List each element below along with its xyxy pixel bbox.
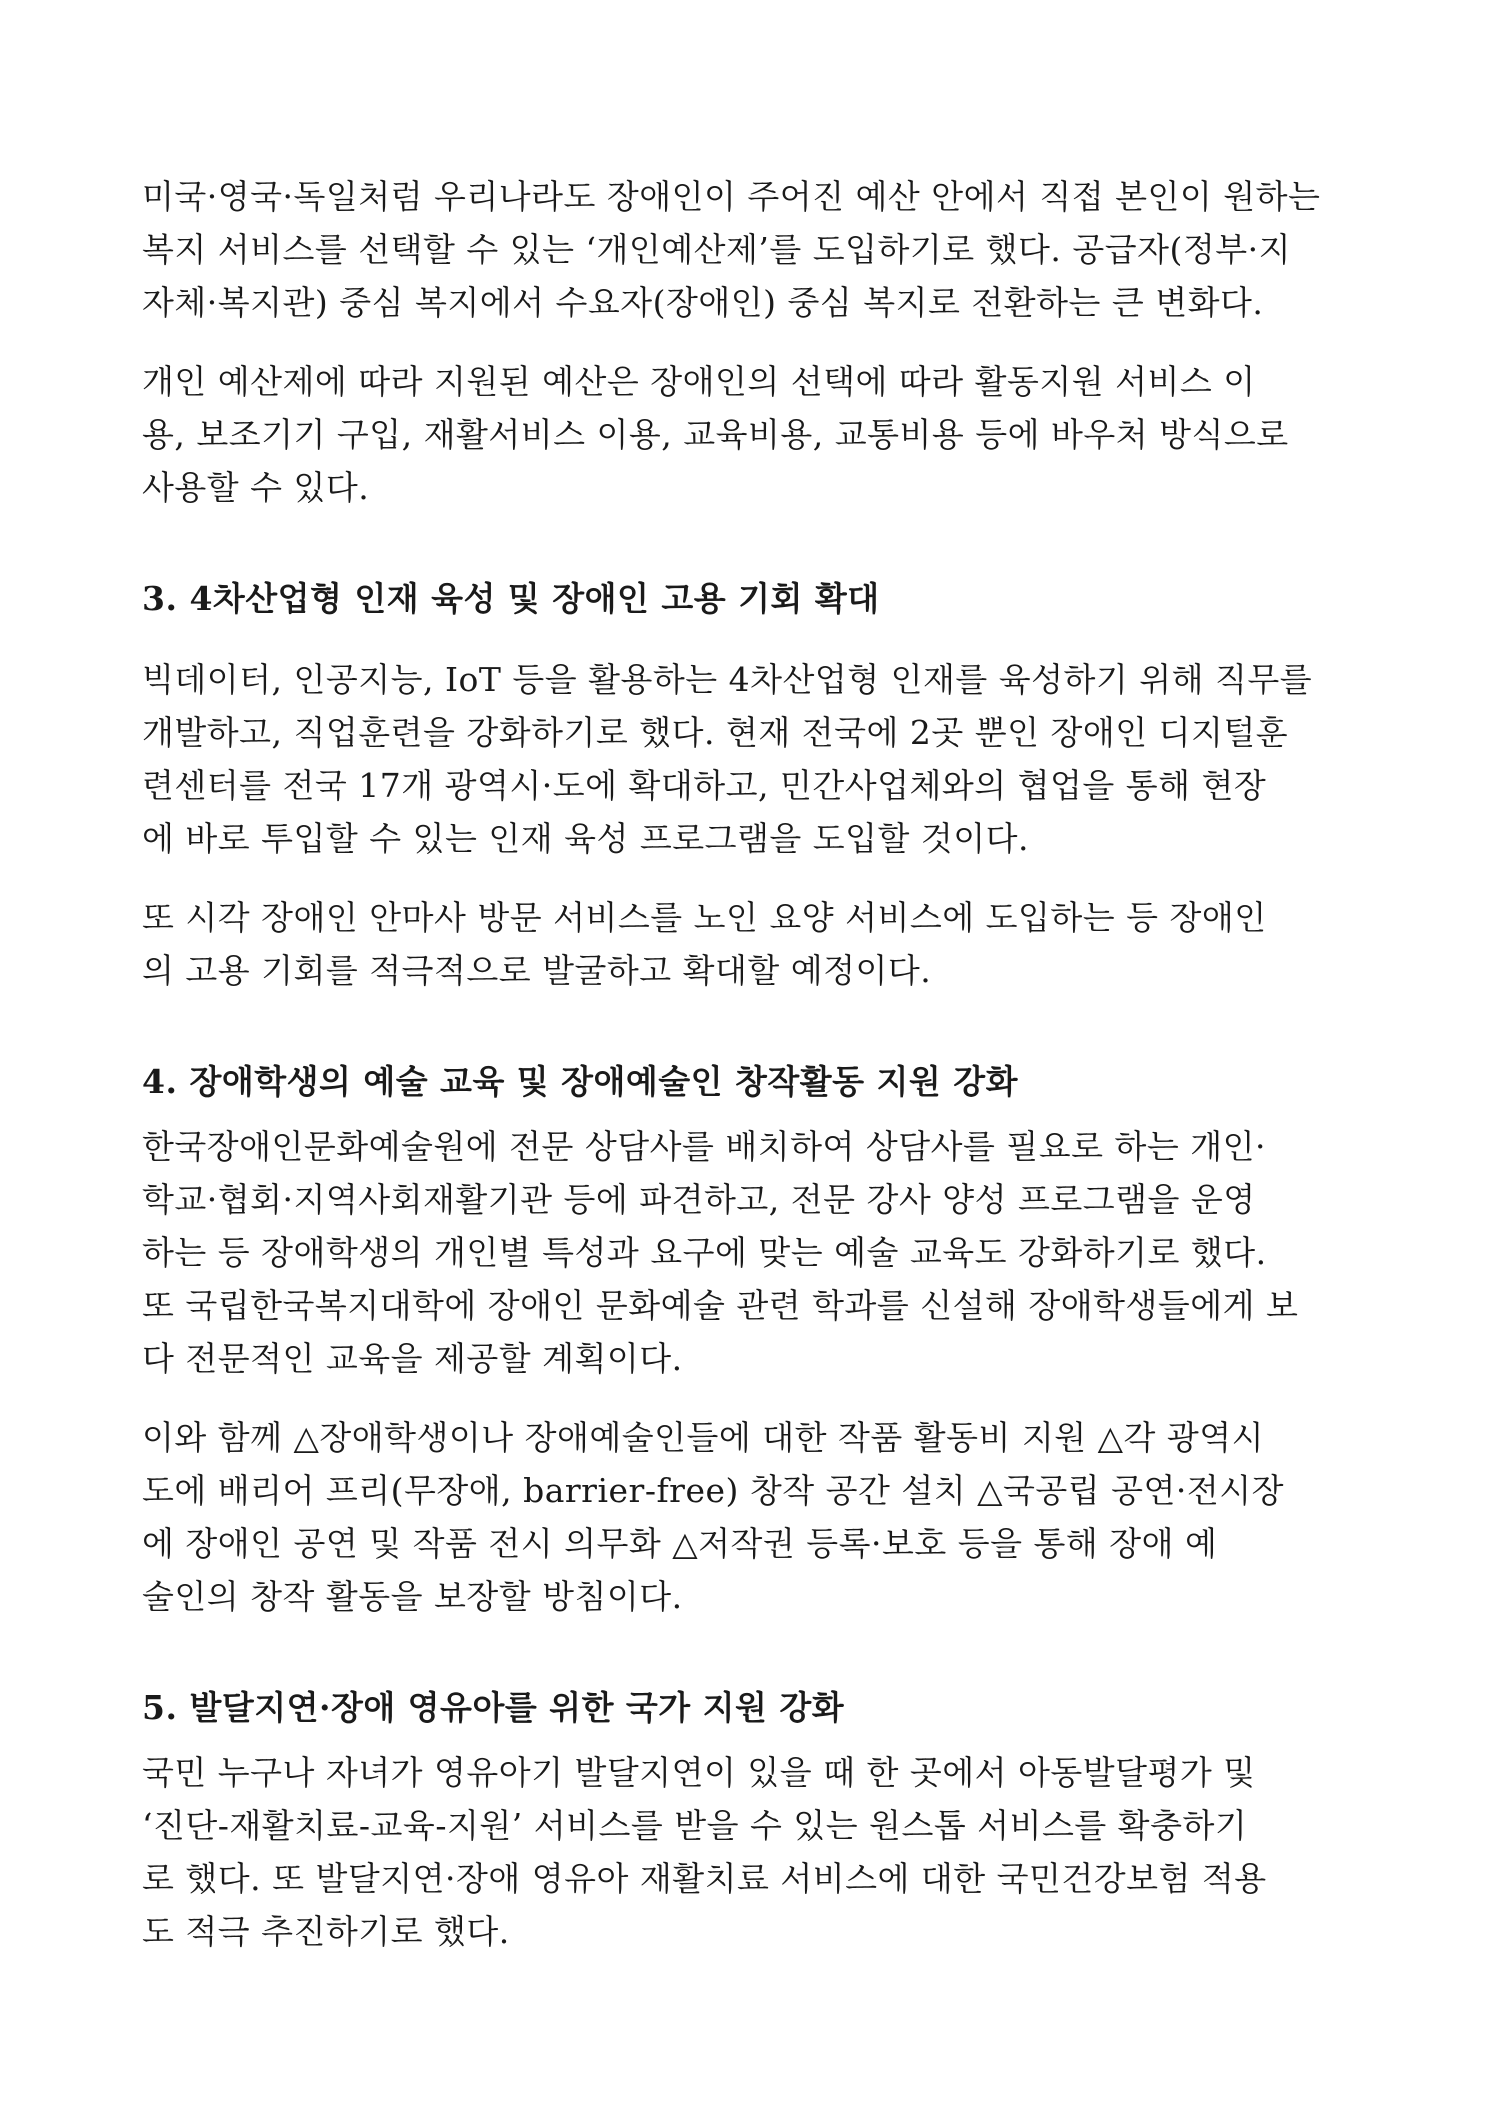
text-line: 다 전문적인 교육을 제공할 계획이다. — [142, 1339, 683, 1378]
text-line: ‘진단-재활치료-교육-지원’ 서비스를 받을 수 있는 원스톱 서비스를 확충하기 — [142, 1806, 1248, 1845]
text-line: 에 장애인 공연 및 작품 전시 의무화 △저작권 등록·보호 등을 통해 장애 예 — [142, 1524, 1218, 1563]
text-line: 또 시각 장애인 안마사 방문 서비스를 노인 요양 서비스에 도입하는 등 장애인 — [142, 898, 1267, 937]
paragraph-early-childhood — [142, 1746, 1357, 1958]
paragraph-employment-opportunity — [142, 891, 1357, 997]
section-heading-4: 4. 장애학생의 예술 교육 및 장애예술인 창작활동 지원 강화 — [142, 1062, 1019, 1101]
text-line: 한국장애인문화예술원에 전문 상담사를 배치하여 상담사를 필요로 하는 개인· — [142, 1127, 1267, 1166]
text-line: 련센터를 전국 17개 광역시·도에 확대하고, 민간사업체와의 협업을 통해 현장 — [142, 766, 1267, 805]
text-line: 학교·협회·지역사회재활기관 등에 파견하고, 전문 강사 양성 프로그램을 운영 — [142, 1180, 1256, 1219]
text-line: 의 고용 기회를 적극적으로 발굴하고 확대할 예정이다. — [142, 951, 932, 990]
paragraph-arts-education — [142, 1120, 1357, 1385]
paragraph-artist-support — [142, 1411, 1357, 1623]
text-line: 사용할 수 있다. — [142, 468, 370, 507]
text-line: 로 했다. 또 발달지연·장애 영유아 재활치료 서비스에 대한 국민건강보험 적용 — [142, 1859, 1267, 1898]
text-line: 미국·영국·독일처럼 우리나라도 장애인이 주어진 예산 안에서 직접 본인이 원하는 — [142, 177, 1321, 216]
text-line: 빅데이터, 인공지능, IoT 등을 활용하는 4차산업형 인재를 육성하기 위해 직무를 — [142, 660, 1313, 699]
paragraph-personal-budget-usage — [142, 355, 1357, 514]
text-line: 자체·복지관) 중심 복지에서 수요자(장애인) 중심 복지로 전환하는 큰 변화다. — [142, 283, 1264, 322]
text-line: 또 국립한국복지대학에 장애인 문화예술 관련 학과를 신설해 장애학생들에게 보 — [142, 1286, 1299, 1325]
section-heading-5: 5. 발달지연·장애 영유아를 위한 국가 지원 강화 — [142, 1688, 845, 1727]
text-line: 용, 보조기기 구입, 재활서비스 이용, 교육비용, 교통비용 등에 바우처 방식으로 — [142, 415, 1289, 454]
text-line: 술인의 창작 활동을 보장할 방침이다. — [142, 1577, 683, 1616]
text-line: 복지 서비스를 선택할 수 있는 ‘개인예산제’를 도입하기로 했다. 공급자(정부·지 — [142, 230, 1291, 269]
text-line: 도 적극 추진하기로 했다. — [142, 1912, 510, 1951]
text-line: 개인 예산제에 따라 지원된 예산은 장애인의 선택에 따라 활동지원 서비스 이 — [142, 362, 1256, 401]
section-heading-3: 3. 4차산업형 인재 육성 및 장애인 고용 기회 확대 — [142, 579, 880, 618]
text-line: 이와 함께 △장애학생이나 장애예술인들에 대한 작품 활동비 지원 △각 광역시 — [142, 1418, 1265, 1457]
text-line: 하는 등 장애학생의 개인별 특성과 요구에 맞는 예술 교육도 강화하기로 했다. — [142, 1233, 1267, 1272]
text-line: 도에 배리어 프리(무장애, barrier-free) 창작 공간 설치 △국공립 공연·전시장 — [142, 1471, 1285, 1510]
text-line: 에 바로 투입할 수 있는 인재 육성 프로그램을 도입할 것이다. — [142, 819, 1029, 858]
text-line: 국민 누구나 자녀가 영유아기 발달지연이 있을 때 한 곳에서 아동발달평가 및 — [142, 1753, 1256, 1792]
paragraph-digital-talent — [142, 653, 1357, 865]
document-body — [142, 170, 1357, 1958]
text-line: 개발하고, 직업훈련을 강화하기로 했다. 현재 전국에 2곳 뿐인 장애인 디지털훈 — [142, 713, 1289, 752]
paragraph-personal-budget-intro — [142, 170, 1357, 329]
